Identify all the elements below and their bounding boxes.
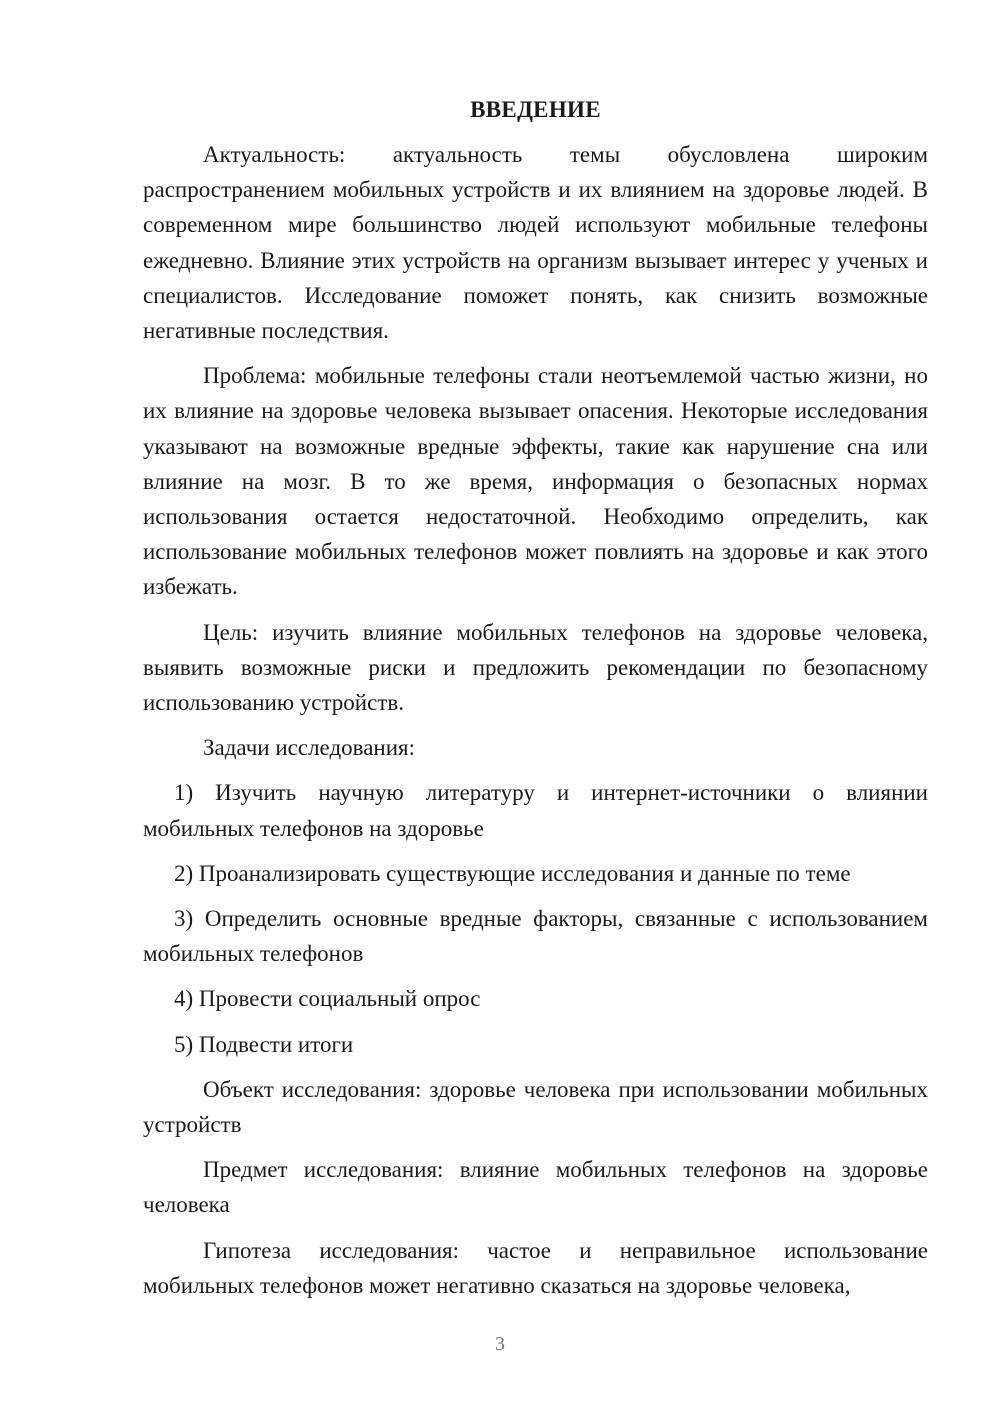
paragraph-relevance: Актуальность: актуальность темы обусловлена широким распространением мобильных устройств и их влиянием на здоровье людей. В современном мире большинство людей используют мобильные телефоны ежедневно. Влияние этих устройств на организм вызывает интерес у ученых и специалистов. Исследование поможет понять, как снизить возможные негативные последствия.	[143, 142, 928, 344]
task-item-4: 4) Провести социальный опрос	[174, 986, 481, 1012]
page-number: 3	[495, 1333, 505, 1355]
task-item-5: 5) Подвести итоги	[174, 1031, 354, 1057]
paragraph-hypothesis: Гипотеза исследования: частое и неправильное использование мобильных телефонов может негативно сказаться на здоровье человека,	[143, 1237, 928, 1298]
paragraph-object: Объект исследования: здоровье человека при использовании мобильных устройств	[143, 1076, 928, 1138]
paragraph-goal: Цель: изучить влияние мобильных телефонов на здоровье человека, выявить возможные риски и предложить рекомендации по безопасному использованию устройств.	[143, 619, 928, 716]
paragraph-problem: Проблема: мобильные телефоны стали неотъемлемой частью жизни, но их влияние на здоровье человека вызывает опасения. Некоторые исследования указывают на возможные вредные эффекты, такие как нарушение сна или влияние на мозг. В то же время, информация о безопасных нормах использования остается недостаточной. Необходимо определить, как использование мобильных телефонов может повлиять на здоровье и как этого избежать.	[143, 363, 928, 600]
paragraph-subject: Предмет исследования: влияние мобильных телефонов на здоровье человека	[143, 1157, 928, 1218]
task-item-3: 3) Определить основные вредные факторы, связанные с использованием мобильных телефонов	[143, 906, 928, 967]
document-body	[143, 92, 928, 1303]
task-item-1: 1) Изучить научную литературу и интернет-источники о влиянии мобильных телефонов на здоровье	[143, 780, 928, 841]
paragraph-tasks-heading: Задачи исследования:	[203, 735, 416, 761]
section-title: ВВЕДЕНИЕ	[470, 97, 601, 122]
task-item-2: 2) Проанализировать существующие исследования и данные по теме	[174, 860, 851, 886]
